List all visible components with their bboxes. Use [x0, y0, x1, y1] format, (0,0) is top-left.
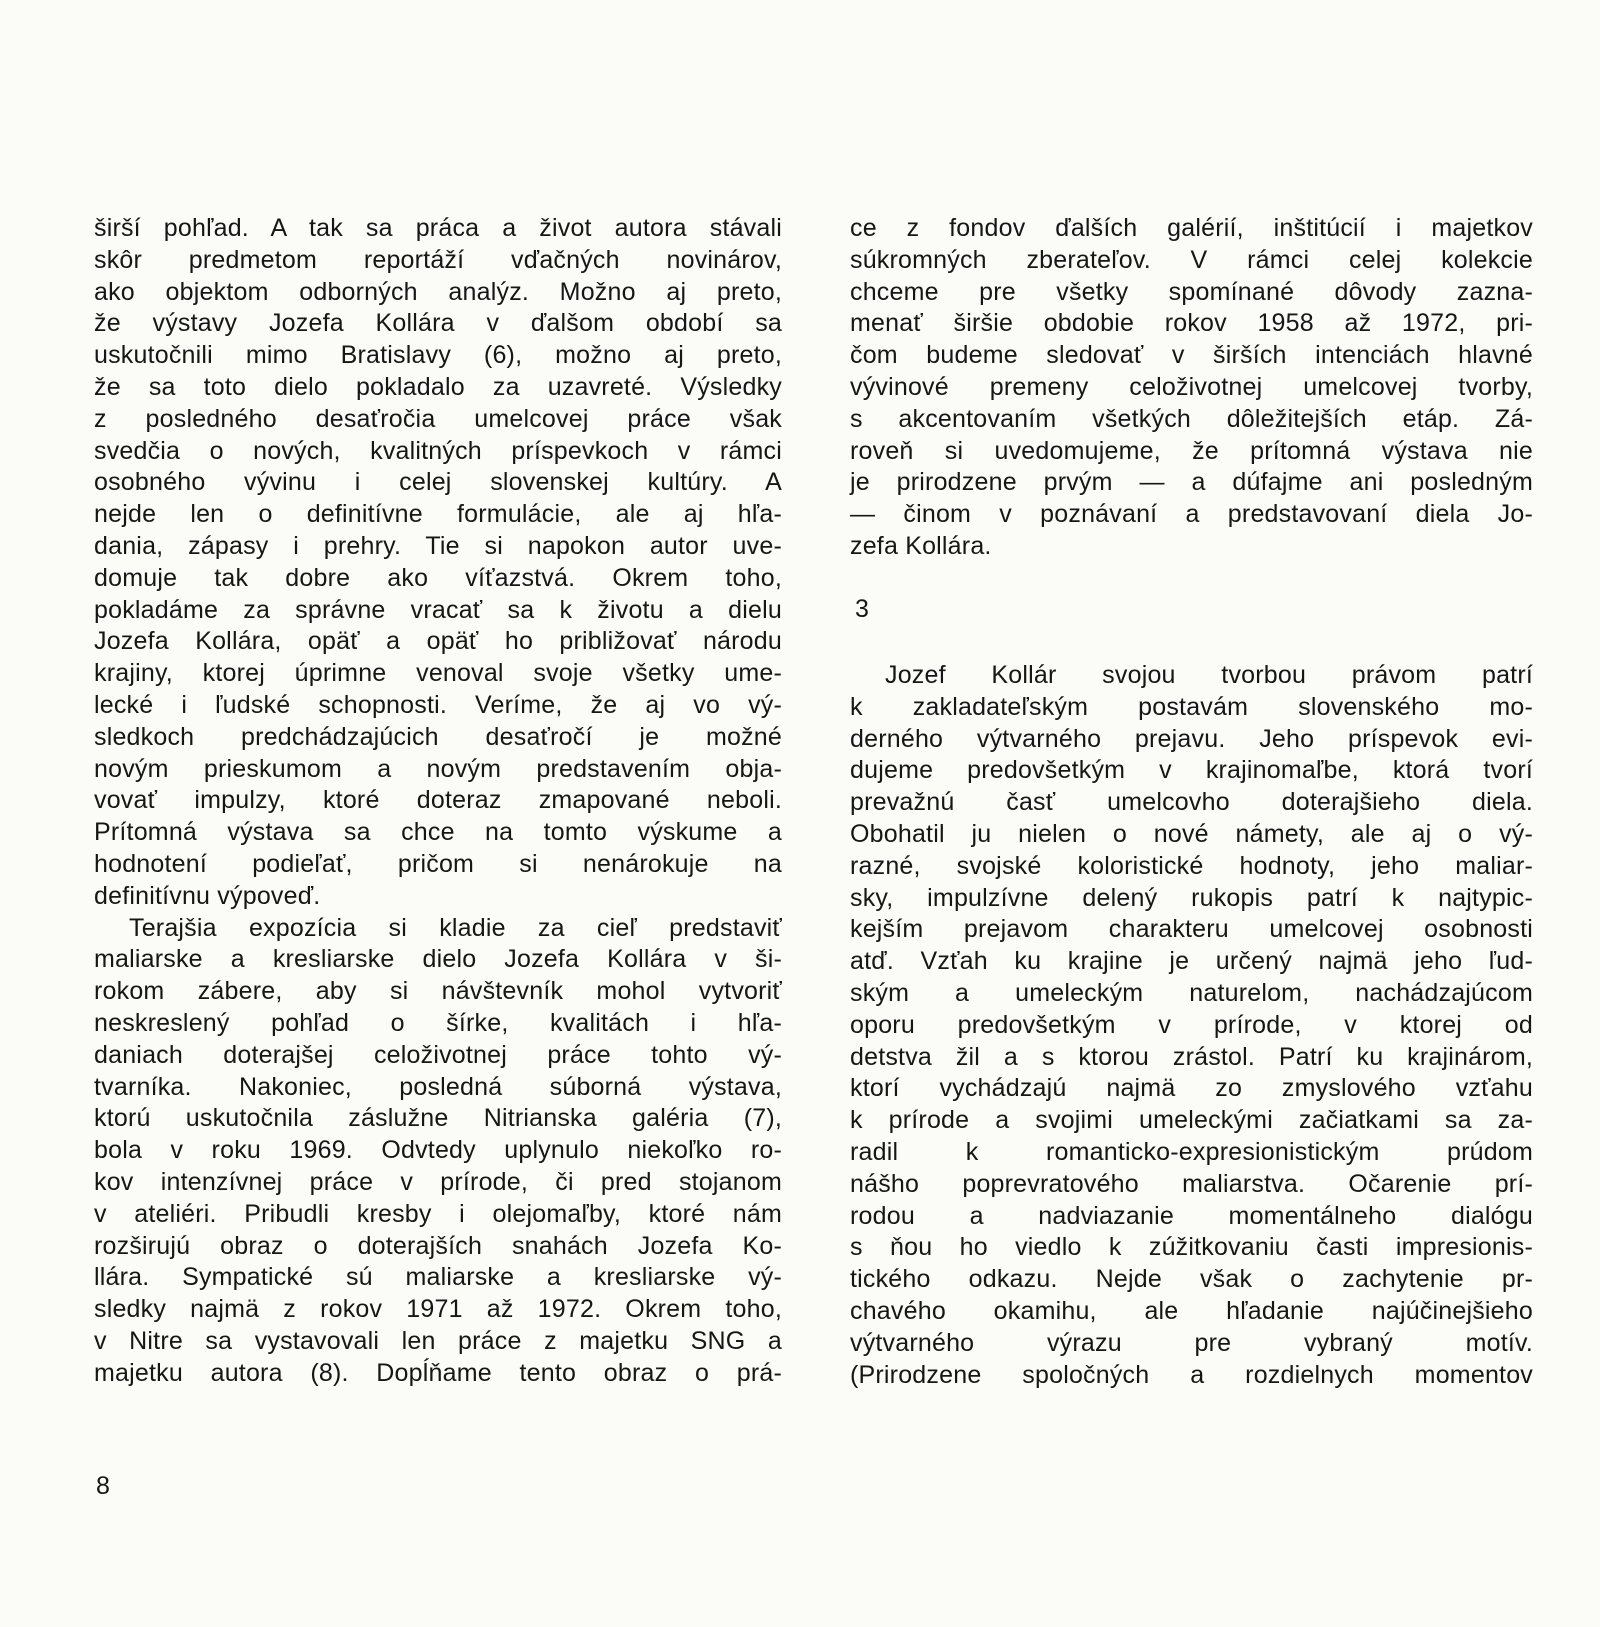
text-line: nejde len o definitívne formulácie, ale aj hľa- — [94, 500, 782, 529]
text-line: llára. Sympatické sú maliarske a kresliarske vý- — [94, 1263, 782, 1292]
text-line: k zakladateľským postavám slovenského mo- — [850, 692, 1533, 721]
text-line: súkromných zberateľov. V rámci celej kolekcie — [850, 245, 1533, 274]
text-line: s ňou ho viedlo k zúžitkovaniu časti impresionis- — [850, 1233, 1533, 1262]
right-text-column-bottom — [850, 660, 1533, 1391]
text-line: roveň si uvedomujeme, že prítomná výstava nie — [850, 436, 1533, 465]
text-line: (Prirodzene spoločných a rozdielnych momentov — [850, 1360, 1533, 1389]
text-line: ktorú uskutočnila záslužne Nitrianska galéria (7), — [94, 1104, 782, 1133]
text-line: z posledného desaťročia umelcovej práce však — [94, 404, 782, 433]
text-line: zefa Kollára. — [850, 531, 992, 560]
text-line: derného výtvarného prejavu. Jeho príspevok evi- — [850, 724, 1533, 753]
text-line: čom budeme sledovať v širších intenciách hlavné — [850, 341, 1533, 370]
text-line: — činom v poznávaní a predstavovaní diela Jo- — [850, 500, 1533, 529]
text-line: Jozefa Kollára, opäť a opäť ho približovať národu — [94, 627, 782, 656]
text-line: oporu predovšetkým v prírode, v ktorej od — [850, 1010, 1533, 1039]
text-line: prevažnú časť umelcovho doterajšieho diela. — [850, 788, 1533, 817]
text-line: dania, zápasy i prehry. Tie si napokon autor uve- — [94, 531, 782, 560]
left-text-column — [94, 213, 782, 1389]
text-line: rokom zábere, aby si návštevník mohol vytvoriť — [94, 977, 782, 1006]
text-line: radil k romanticko-expresionistickým prúdom — [850, 1137, 1533, 1166]
text-line: rodou a nadviazanie momentálneho dialógu — [850, 1201, 1533, 1230]
text-line: atď. Vzťah ku krajine je určený najmä jeho ľud- — [850, 947, 1533, 976]
text-line: kejším prejavom charakteru umelcovej osobnosti — [850, 915, 1533, 944]
text-line: osobného vývinu i celej slovenskej kultúry. A — [94, 468, 782, 497]
text-line: ktorí vychádzajú najmä zo zmyslového vzťahu — [850, 1074, 1533, 1103]
text-line: uskutočnili mimo Bratislavy (6), možno aj preto, — [94, 341, 782, 370]
text-line: razné, svojské koloristické hodnoty, jeho maliar- — [850, 851, 1533, 880]
text-line: tvarníka. Nakoniec, posledná súborná výstava, — [94, 1072, 782, 1101]
text-line: daniach doterajšej celoživotnej práce tohto vý- — [94, 1040, 782, 1069]
text-line: tického odkazu. Nejde však o zachytenie pr- — [850, 1265, 1533, 1294]
text-line: novým prieskumom a novým predstavením obja- — [94, 754, 782, 783]
text-line: Prítomná výstava sa chce na tomto výskume a — [94, 818, 782, 847]
text-line: svedčia o nových, kvalitných príspevkoch v rámci — [94, 436, 782, 465]
text-line: Obohatil ju nielen o nové námety, ale aj o vý- — [850, 819, 1533, 848]
text-line: výtvarného výrazu pre vybraný motív. — [850, 1328, 1533, 1357]
text-line: širší pohľad. A tak sa práca a život autora stávali — [94, 214, 782, 242]
text-line: chceme pre všetky spomínané dôvody zazna- — [850, 277, 1533, 306]
text-line: v ateliéri. Pribudli kresby i olejomaľby, ktoré nám — [94, 1199, 782, 1228]
right-text-column-top — [850, 213, 1533, 563]
section-number: 3 — [855, 595, 869, 623]
text-line: sledky najmä z rokov 1971 až 1972. Okrem toho, — [94, 1295, 782, 1324]
text-line: definitívnu výpoveď. — [94, 881, 321, 910]
text-line: že výstavy Jozefa Kollára v ďalšom období sa — [94, 309, 782, 338]
text-line: dujeme predovšetkým v krajinomaľbe, ktorá tvorí — [850, 756, 1533, 785]
text-line: krajiny, ktorej úprimne venoval svoje všetky ume- — [94, 659, 782, 688]
text-line: vývinové premeny celoživotnej umelcovej tvorby, — [850, 372, 1533, 401]
text-line: bola v roku 1969. Odvtedy uplynulo niekoľko ro- — [94, 1136, 782, 1165]
text-line: chavého okamihu, ale hľadanie najúčinejšieho — [850, 1296, 1533, 1325]
text-line: detstva žil a s ktorou zrástol. Patrí ku krajinárom, — [850, 1042, 1533, 1071]
text-line: s akcentovaním všetkých dôležitejších etáp. Zá- — [850, 404, 1533, 433]
text-line: sky, impulzívne delený rukopis patrí k najtypic- — [850, 883, 1533, 912]
text-line: kov intenzívnej práce v prírode, či pred stojanom — [94, 1167, 782, 1196]
text-line: v Nitre sa vystavovali len práce z majetku SNG a — [94, 1326, 782, 1355]
text-line: rozširujú obraz o doterajších snahách Jozefa Ko- — [94, 1231, 782, 1260]
text-line: vovať impulzy, ktoré doteraz zmapované neboli. — [94, 786, 782, 815]
text-line: majetku autora (8). Dopĺňame tento obraz o prá- — [94, 1358, 782, 1387]
text-line: neskreslený pohľad o šírke, kvalitách i hľa- — [94, 1008, 782, 1037]
paragraph-first-line: Terajšia expozícia si kladie za cieľ predstaviť — [129, 913, 782, 942]
text-line: nášho poprevratového maliarstva. Očarenie prí- — [850, 1169, 1533, 1198]
text-line: ským a umeleckým naturelom, nachádzajúcom — [850, 978, 1533, 1007]
text-line: pokladáme za správne vracať sa k životu a dielu — [94, 595, 782, 624]
text-line: ce z fondov ďalších galérií, inštitúcií i majetkov — [850, 214, 1533, 242]
text-line: je prirodzene prvým — a dúfajme ani posledným — [850, 468, 1533, 497]
text-line: skôr predmetom reportáží vďačných novinárov, — [94, 245, 782, 274]
paragraph-first-line: Jozef Kollár svojou tvorbou právom patrí — [885, 661, 1533, 689]
page-number: 8 — [96, 1472, 110, 1500]
text-line: hodnotení podieľať, pričom si nenárokuje na — [94, 849, 782, 878]
text-line: ako objektom odborných analýz. Možno aj preto, — [94, 277, 782, 306]
text-line: k prírode a svojimi umeleckými začiatkami sa za- — [850, 1106, 1533, 1135]
text-line: že sa toto dielo pokladalo za uzavreté. Výsledky — [94, 372, 782, 401]
text-line: maliarske a kresliarske dielo Jozefa Kollára v ši- — [94, 945, 782, 974]
text-line: sledkoch predchádzajúcich desaťročí je možné — [94, 722, 782, 751]
text-line: domuje tak dobre ako víťazstvá. Okrem toho, — [94, 563, 782, 592]
text-line: lecké i ľudské schopnosti. Veríme, že aj vo vý- — [94, 690, 782, 719]
text-line: menať širšie obdobie rokov 1958 až 1972, pri- — [850, 309, 1533, 338]
